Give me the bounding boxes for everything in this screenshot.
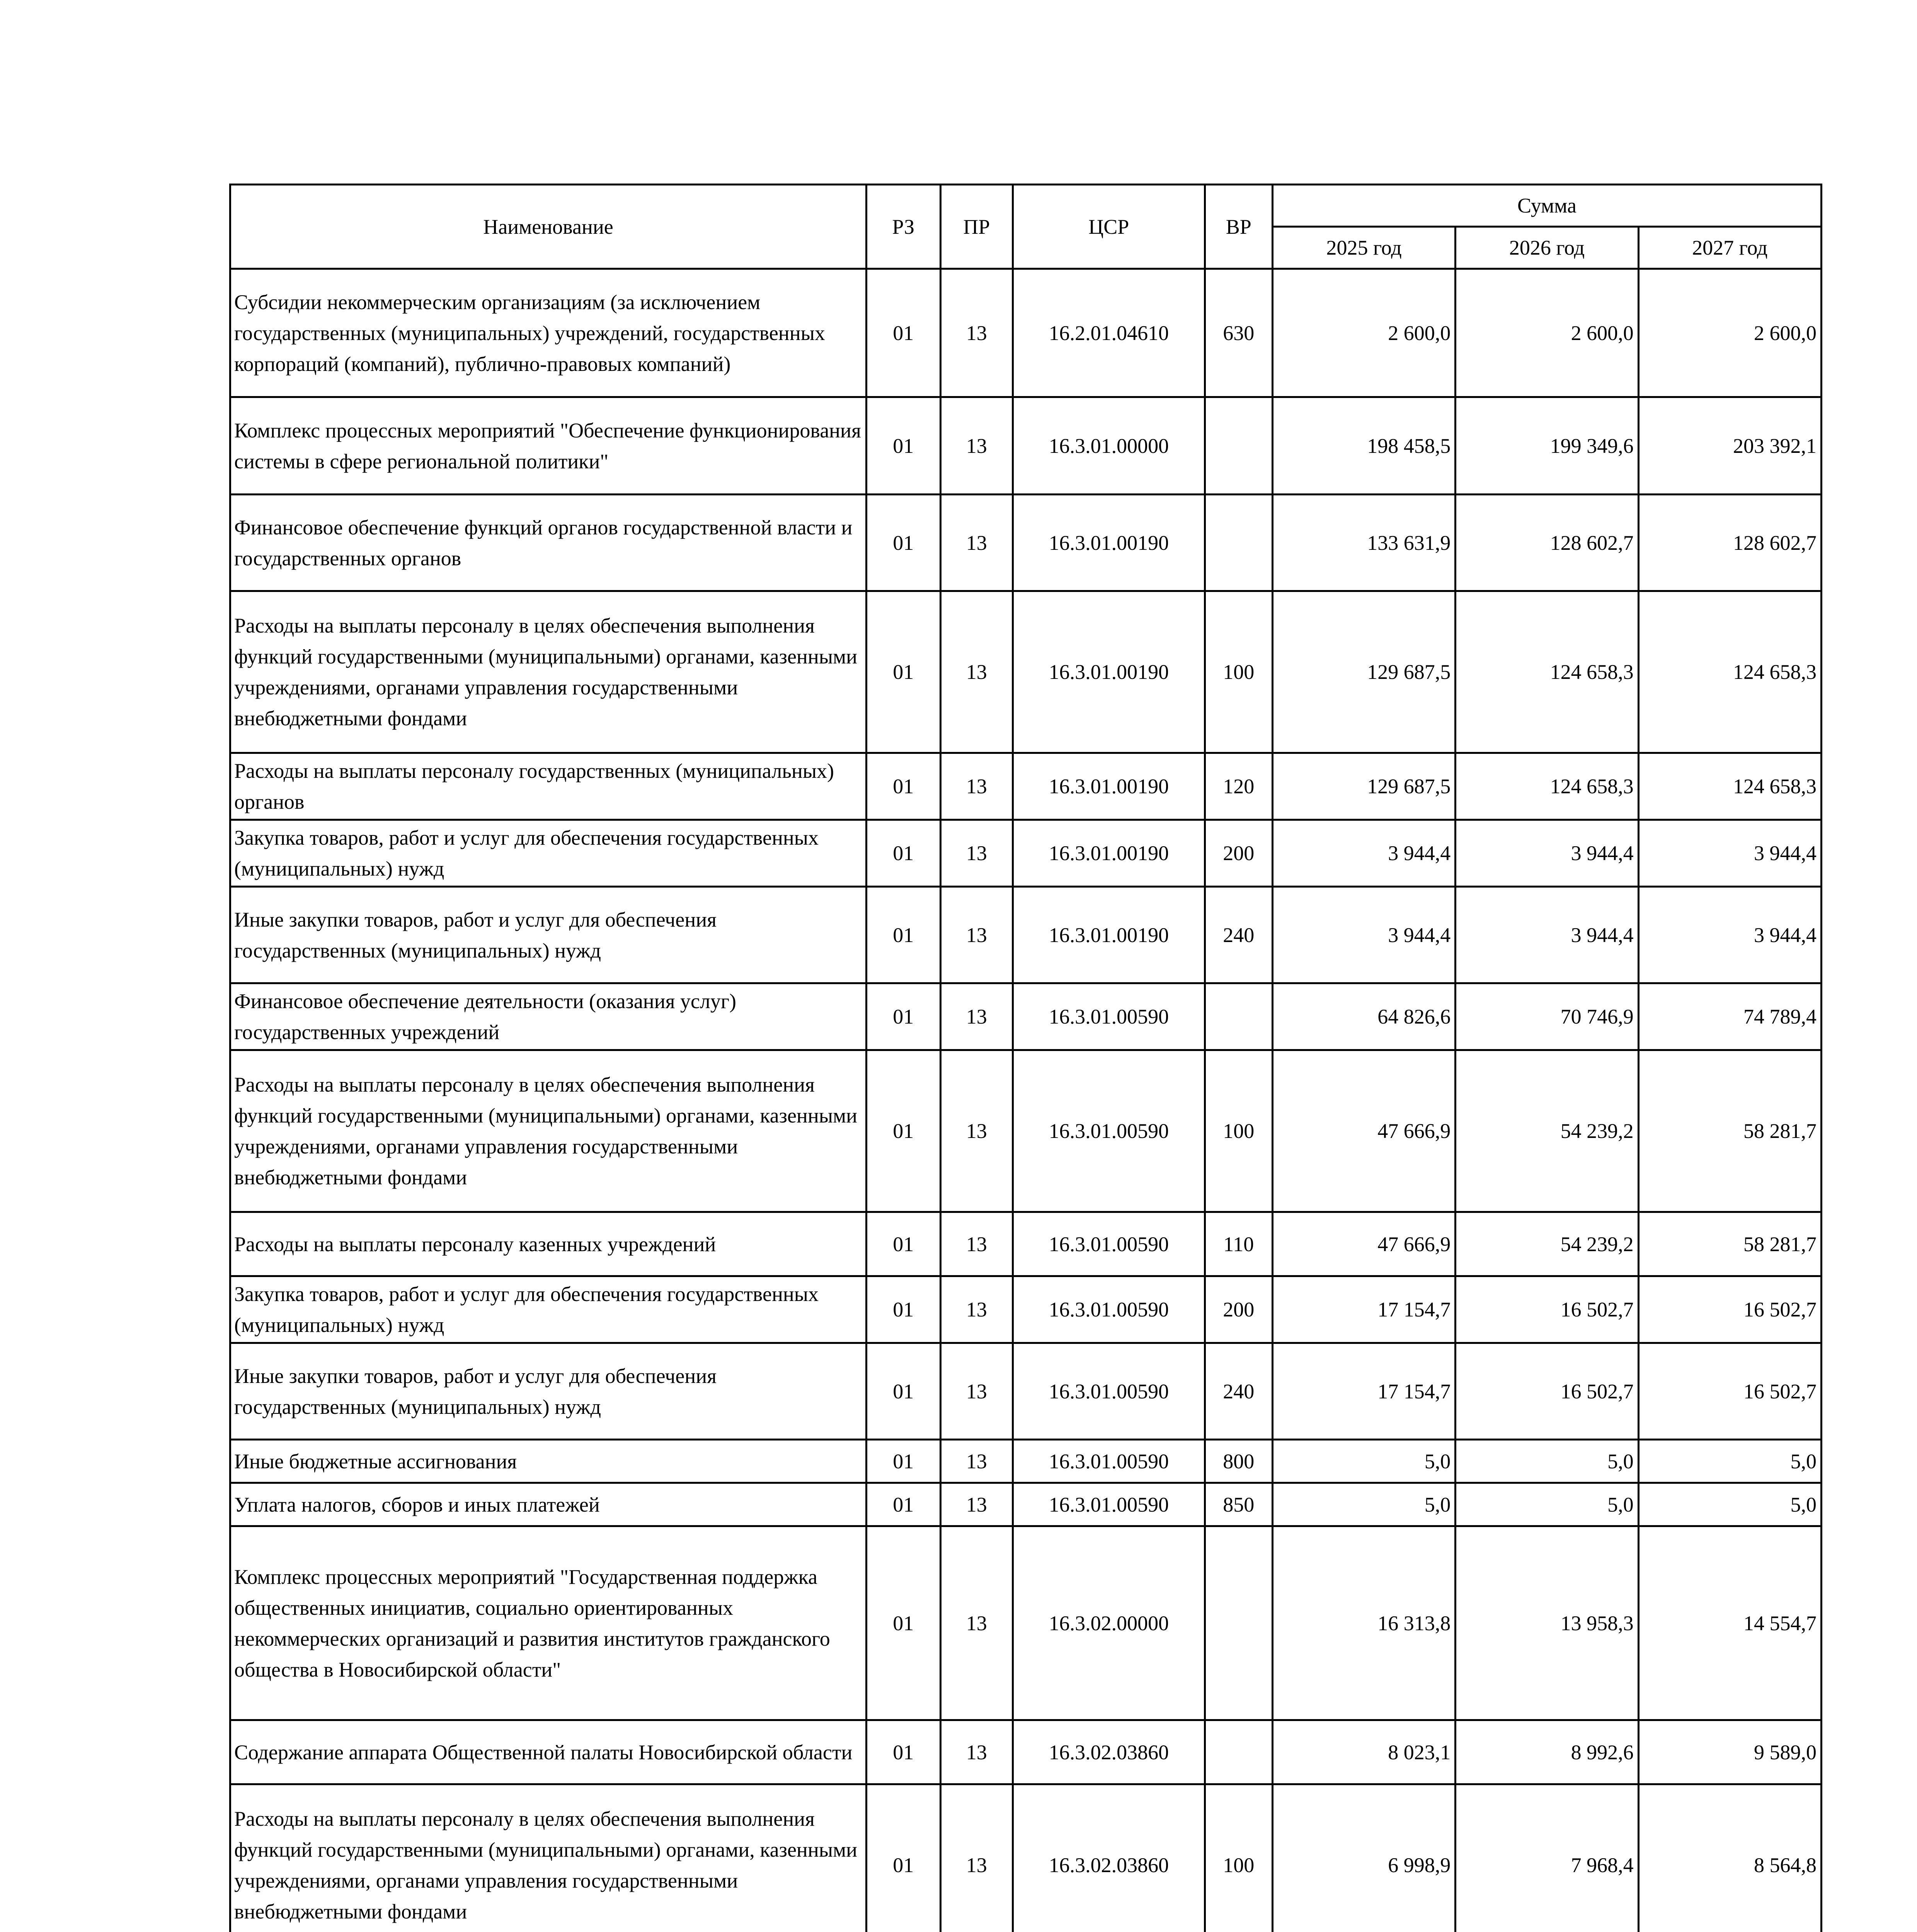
cell-vr: 100 xyxy=(1205,1784,1272,1932)
cell-sum-2026: 54 239,2 xyxy=(1456,1050,1638,1212)
cell-sum-2025: 5,0 xyxy=(1272,1483,1455,1526)
table-row xyxy=(230,591,1822,753)
table-row xyxy=(230,1720,1822,1784)
budget-table xyxy=(229,184,1822,1932)
header-name: Наименование xyxy=(230,185,867,269)
table-row xyxy=(230,397,1822,495)
cell-sum-2027: 14 554,7 xyxy=(1638,1526,1821,1720)
cell-name: Иные бюджетные ассигнования xyxy=(230,1440,867,1483)
cell-rz: 01 xyxy=(866,753,940,820)
cell-sum-2027: 203 392,1 xyxy=(1638,397,1821,495)
cell-csr: 16.3.01.00190 xyxy=(1013,591,1205,753)
table-header xyxy=(230,185,1822,269)
cell-sum-2027: 16 502,7 xyxy=(1638,1343,1821,1440)
cell-csr: 16.3.01.00000 xyxy=(1013,397,1205,495)
cell-pr: 13 xyxy=(940,397,1013,495)
header-sum: Сумма xyxy=(1272,185,1821,227)
table-row xyxy=(230,753,1822,820)
header-vr: ВР xyxy=(1205,185,1272,269)
header-rz: РЗ xyxy=(866,185,940,269)
cell-sum-2025: 5,0 xyxy=(1272,1440,1455,1483)
cell-rz: 01 xyxy=(866,1483,940,1526)
cell-csr: 16.3.01.00590 xyxy=(1013,1276,1205,1343)
cell-rz: 01 xyxy=(866,1276,940,1343)
cell-sum-2027: 9 589,0 xyxy=(1638,1720,1821,1784)
cell-name: Иные закупки товаров, работ и услуг для обеспечения государственных (муниципальных) нужд xyxy=(230,1343,867,1440)
cell-csr: 16.3.01.00590 xyxy=(1013,1483,1205,1526)
cell-sum-2026: 128 602,7 xyxy=(1456,495,1638,591)
cell-sum-2026: 54 239,2 xyxy=(1456,1212,1638,1276)
cell-pr: 13 xyxy=(940,753,1013,820)
cell-sum-2027: 128 602,7 xyxy=(1638,495,1821,591)
cell-sum-2025: 8 023,1 xyxy=(1272,1720,1455,1784)
cell-vr: 850 xyxy=(1205,1483,1272,1526)
cell-rz: 01 xyxy=(866,1440,940,1483)
cell-sum-2025: 133 631,9 xyxy=(1272,495,1455,591)
cell-sum-2027: 3 944,4 xyxy=(1638,887,1821,983)
cell-rz: 01 xyxy=(866,1784,940,1932)
cell-name: Финансовое обеспечение деятельности (оказания услуг) государственных учреждений xyxy=(230,983,867,1050)
cell-sum-2026: 8 992,6 xyxy=(1456,1720,1638,1784)
cell-sum-2025: 3 944,4 xyxy=(1272,887,1455,983)
cell-name: Финансовое обеспечение функций органов государственной власти и государственных органов xyxy=(230,495,867,591)
cell-vr: 100 xyxy=(1205,1050,1272,1212)
table-row xyxy=(230,1483,1822,1526)
cell-csr: 16.3.01.00590 xyxy=(1013,1212,1205,1276)
cell-rz: 01 xyxy=(866,1050,940,1212)
cell-pr: 13 xyxy=(940,887,1013,983)
table-row xyxy=(230,1784,1822,1932)
cell-pr: 13 xyxy=(940,1720,1013,1784)
cell-sum-2026: 5,0 xyxy=(1456,1440,1638,1483)
cell-sum-2027: 124 658,3 xyxy=(1638,591,1821,753)
header-year-2027: 2027 год xyxy=(1638,227,1821,269)
cell-name: Расходы на выплаты персоналу казенных учреждений xyxy=(230,1212,867,1276)
table-row xyxy=(230,1343,1822,1440)
cell-sum-2025: 17 154,7 xyxy=(1272,1276,1455,1343)
cell-rz: 01 xyxy=(866,887,940,983)
cell-sum-2027: 2 600,0 xyxy=(1638,269,1821,397)
cell-vr: 100 xyxy=(1205,591,1272,753)
cell-sum-2026: 3 944,4 xyxy=(1456,820,1638,887)
cell-name: Иные закупки товаров, работ и услуг для обеспечения государственных (муниципальных) нужд xyxy=(230,887,867,983)
cell-csr: 16.3.02.03860 xyxy=(1013,1720,1205,1784)
cell-sum-2027: 5,0 xyxy=(1638,1483,1821,1526)
cell-vr: 240 xyxy=(1205,887,1272,983)
cell-rz: 01 xyxy=(866,1212,940,1276)
cell-vr: 240 xyxy=(1205,1343,1272,1440)
cell-sum-2025: 16 313,8 xyxy=(1272,1526,1455,1720)
table-row xyxy=(230,1050,1822,1212)
cell-sum-2027: 3 944,4 xyxy=(1638,820,1821,887)
cell-pr: 13 xyxy=(940,591,1013,753)
cell-csr: 16.3.02.00000 xyxy=(1013,1526,1205,1720)
cell-sum-2027: 74 789,4 xyxy=(1638,983,1821,1050)
cell-vr: 110 xyxy=(1205,1212,1272,1276)
cell-sum-2027: 5,0 xyxy=(1638,1440,1821,1483)
cell-vr xyxy=(1205,1526,1272,1720)
cell-name: Содержание аппарата Общественной палаты Новосибирской области xyxy=(230,1720,867,1784)
cell-sum-2027: 58 281,7 xyxy=(1638,1050,1821,1212)
cell-sum-2025: 198 458,5 xyxy=(1272,397,1455,495)
table-row xyxy=(230,1440,1822,1483)
cell-pr: 13 xyxy=(940,1440,1013,1483)
table-row xyxy=(230,269,1822,397)
cell-csr: 16.2.01.04610 xyxy=(1013,269,1205,397)
cell-rz: 01 xyxy=(866,591,940,753)
cell-csr: 16.3.01.00590 xyxy=(1013,983,1205,1050)
cell-pr: 13 xyxy=(940,1343,1013,1440)
cell-rz: 01 xyxy=(866,1526,940,1720)
cell-vr: 630 xyxy=(1205,269,1272,397)
cell-sum-2026: 16 502,7 xyxy=(1456,1276,1638,1343)
cell-name: Субсидии некоммерческим организациям (за исключением государственных (муниципальных) учреждений, государственных корпораций (компаний), публично-правовых компаний) xyxy=(230,269,867,397)
cell-vr: 200 xyxy=(1205,820,1272,887)
cell-csr: 16.3.01.00190 xyxy=(1013,495,1205,591)
cell-vr xyxy=(1205,983,1272,1050)
cell-sum-2026: 16 502,7 xyxy=(1456,1343,1638,1440)
cell-rz: 01 xyxy=(866,397,940,495)
cell-pr: 13 xyxy=(940,1483,1013,1526)
cell-csr: 16.3.01.00590 xyxy=(1013,1050,1205,1212)
cell-vr xyxy=(1205,397,1272,495)
cell-sum-2025: 47 666,9 xyxy=(1272,1212,1455,1276)
header-year-2025: 2025 год xyxy=(1272,227,1455,269)
table-row xyxy=(230,1526,1822,1720)
cell-name: Уплата налогов, сборов и иных платежей xyxy=(230,1483,867,1526)
header-csr: ЦСР xyxy=(1013,185,1205,269)
cell-rz: 01 xyxy=(866,1343,940,1440)
cell-csr: 16.3.01.00590 xyxy=(1013,1440,1205,1483)
cell-name: Расходы на выплаты персоналу государственных (муниципальных) органов xyxy=(230,753,867,820)
cell-sum-2025: 129 687,5 xyxy=(1272,753,1455,820)
cell-pr: 13 xyxy=(940,269,1013,397)
cell-vr: 800 xyxy=(1205,1440,1272,1483)
cell-pr: 13 xyxy=(940,1212,1013,1276)
header-pr: ПР xyxy=(940,185,1013,269)
cell-name: Комплекс процессных мероприятий "Обеспечение функционирования системы в сфере региональной политики" xyxy=(230,397,867,495)
cell-pr: 13 xyxy=(940,1784,1013,1932)
cell-rz: 01 xyxy=(866,1720,940,1784)
cell-sum-2027: 16 502,7 xyxy=(1638,1276,1821,1343)
header-year-2026: 2026 год xyxy=(1456,227,1638,269)
cell-sum-2025: 64 826,6 xyxy=(1272,983,1455,1050)
cell-vr: 120 xyxy=(1205,753,1272,820)
cell-pr: 13 xyxy=(940,820,1013,887)
cell-name: Расходы на выплаты персоналу в целях обеспечения выполнения функций государственными (муниципальными) органами, казенными учреждениями, органами управления государственными внебюджетными фондами xyxy=(230,1784,867,1932)
cell-name: Комплекс процессных мероприятий "Государственная поддержка общественных инициатив, социально ориентированных некоммерческих организаций и развития институтов гражданского общества в Новосибирской области" xyxy=(230,1526,867,1720)
cell-csr: 16.3.01.00590 xyxy=(1013,1343,1205,1440)
cell-pr: 13 xyxy=(940,495,1013,591)
cell-sum-2025: 3 944,4 xyxy=(1272,820,1455,887)
table-row xyxy=(230,983,1822,1050)
cell-name: Расходы на выплаты персоналу в целях обеспечения выполнения функций государственными (муниципальными) органами, казенными учреждениями, органами управления государственными внебюджетными фондами xyxy=(230,591,867,753)
cell-vr xyxy=(1205,1720,1272,1784)
cell-pr: 13 xyxy=(940,983,1013,1050)
cell-name: Закупка товаров, работ и услуг для обеспечения государственных (муниципальных) нужд xyxy=(230,820,867,887)
cell-vr xyxy=(1205,495,1272,591)
cell-sum-2026: 2 600,0 xyxy=(1456,269,1638,397)
table-row xyxy=(230,495,1822,591)
cell-sum-2025: 2 600,0 xyxy=(1272,269,1455,397)
cell-csr: 16.3.01.00190 xyxy=(1013,753,1205,820)
cell-rz: 01 xyxy=(866,269,940,397)
cell-sum-2027: 124 658,3 xyxy=(1638,753,1821,820)
cell-vr: 200 xyxy=(1205,1276,1272,1343)
cell-pr: 13 xyxy=(940,1050,1013,1212)
cell-csr: 16.3.01.00190 xyxy=(1013,887,1205,983)
cell-csr: 16.3.01.00190 xyxy=(1013,820,1205,887)
table-body xyxy=(230,269,1822,1932)
cell-sum-2026: 13 958,3 xyxy=(1456,1526,1638,1720)
table-row xyxy=(230,1276,1822,1343)
cell-sum-2026: 70 746,9 xyxy=(1456,983,1638,1050)
table-row xyxy=(230,820,1822,887)
cell-sum-2025: 17 154,7 xyxy=(1272,1343,1455,1440)
cell-sum-2026: 124 658,3 xyxy=(1456,591,1638,753)
cell-sum-2025: 47 666,9 xyxy=(1272,1050,1455,1212)
cell-name: Закупка товаров, работ и услуг для обеспечения государственных (муниципальных) нужд xyxy=(230,1276,867,1343)
cell-sum-2027: 58 281,7 xyxy=(1638,1212,1821,1276)
table-row xyxy=(230,887,1822,983)
cell-rz: 01 xyxy=(866,820,940,887)
cell-csr: 16.3.02.03860 xyxy=(1013,1784,1205,1932)
cell-pr: 13 xyxy=(940,1276,1013,1343)
table-row xyxy=(230,1212,1822,1276)
cell-sum-2026: 7 968,4 xyxy=(1456,1784,1638,1932)
cell-sum-2027: 8 564,8 xyxy=(1638,1784,1821,1932)
cell-sum-2026: 5,0 xyxy=(1456,1483,1638,1526)
cell-pr: 13 xyxy=(940,1526,1013,1720)
cell-rz: 01 xyxy=(866,495,940,591)
cell-rz: 01 xyxy=(866,983,940,1050)
cell-name: Расходы на выплаты персоналу в целях обеспечения выполнения функций государственными (муниципальными) органами, казенными учреждениями, органами управления государственными внебюджетными фондами xyxy=(230,1050,867,1212)
cell-sum-2025: 6 998,9 xyxy=(1272,1784,1455,1932)
cell-sum-2025: 129 687,5 xyxy=(1272,591,1455,753)
cell-sum-2026: 199 349,6 xyxy=(1456,397,1638,495)
cell-sum-2026: 3 944,4 xyxy=(1456,887,1638,983)
cell-sum-2026: 124 658,3 xyxy=(1456,753,1638,820)
